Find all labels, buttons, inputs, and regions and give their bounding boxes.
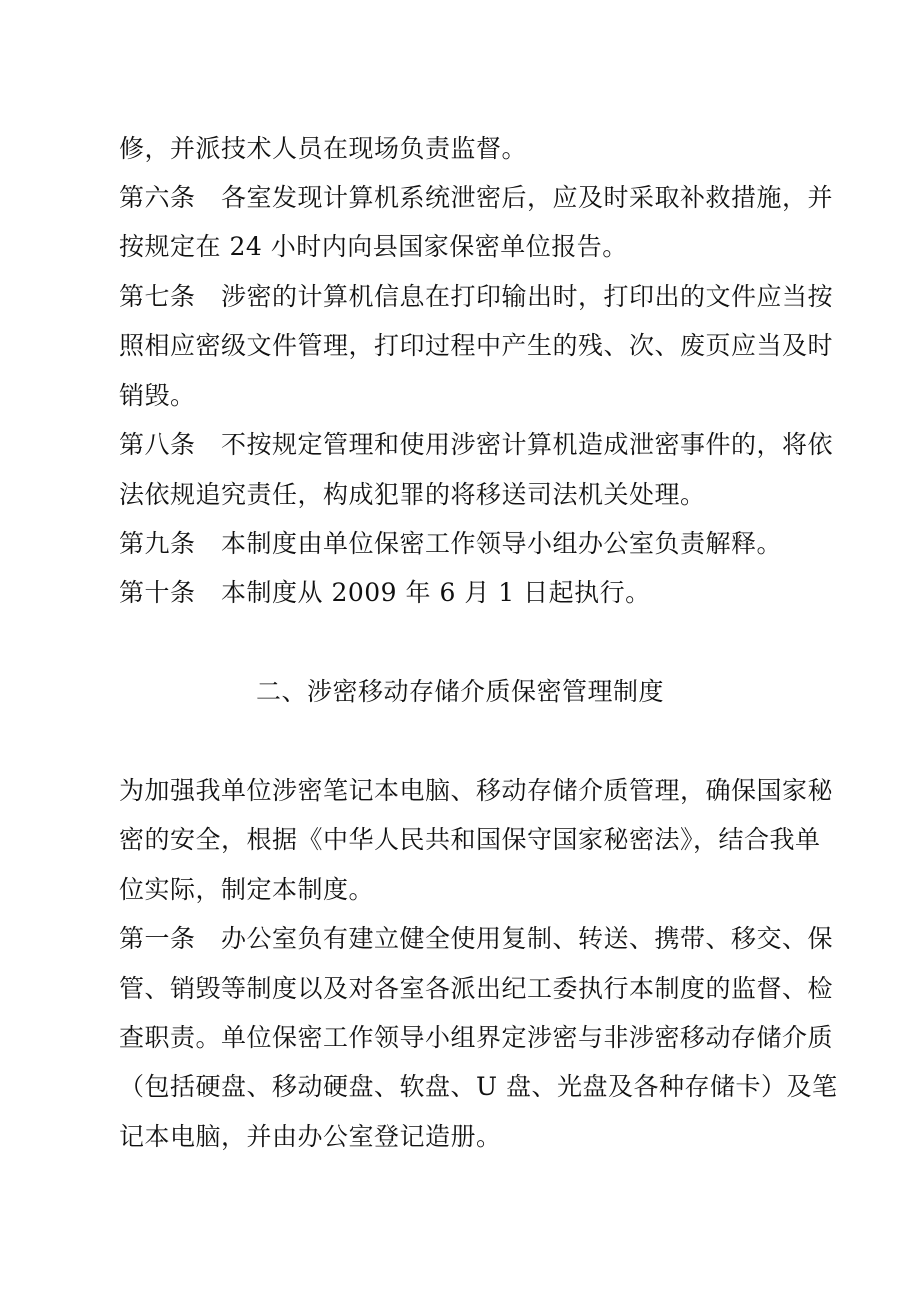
- paragraph-line: 修，并派技术人员在现场负责监督。: [119, 134, 528, 163]
- intro-line: 为加强我单位涉密笔记本电脑、移动存储介质管理，确保国家秘: [119, 776, 834, 805]
- article-10-line: 第十条 本制度从 2009 年 6 月 1 日起执行。: [119, 578, 651, 607]
- paragraph-line: 记本电脑，并由办公室登记造册。: [119, 1122, 502, 1151]
- article-6-line: 第六条 各室发现计算机系统泄密后，应及时采取补救措施，并: [119, 183, 834, 212]
- paragraph-line: 管、销毁等制度以及对各室各派出纪工委执行本制度的监督、检: [119, 974, 834, 1003]
- section-heading: 二、涉密移动存储介质保密管理制度: [255, 677, 664, 706]
- article-9-line: 第九条 本制度由单位保密工作领导小组办公室负责解释。: [119, 529, 783, 558]
- paragraph-line: 密的安全，根据《中华人民共和国保守国家秘密法》，结合我单: [119, 825, 821, 854]
- paragraph-line: （包括硬盘、移动硬盘、软盘、U 盘、光盘及各种存储卡）及笔: [119, 1072, 838, 1101]
- paragraph-line: 查职责。单位保密工作领导小组界定涉密与非涉密移动存储介质: [119, 1023, 834, 1052]
- paragraph-line: 销毁。: [119, 381, 196, 410]
- article-8-line: 第八条 不按规定管理和使用涉密计算机造成泄密事件的，将依: [119, 430, 834, 459]
- paragraph-line: 法依规追究责任，构成犯罪的将移送司法机关处理。: [119, 480, 706, 509]
- paragraph-line: 位实际，制定本制度。: [119, 875, 375, 904]
- article-1-line: 第一条 办公室负有建立健全使用复制、转送、携带、移交、保: [119, 924, 834, 953]
- paragraph-line: 照相应密级文件管理，打印过程中产生的残、次、废页应当及时: [119, 331, 834, 360]
- article-7-line: 第七条 涉密的计算机信息在打印输出时，打印出的文件应当按: [119, 282, 834, 311]
- paragraph-line: 按规定在 24 小时内向县国家保密单位报告。: [119, 232, 628, 261]
